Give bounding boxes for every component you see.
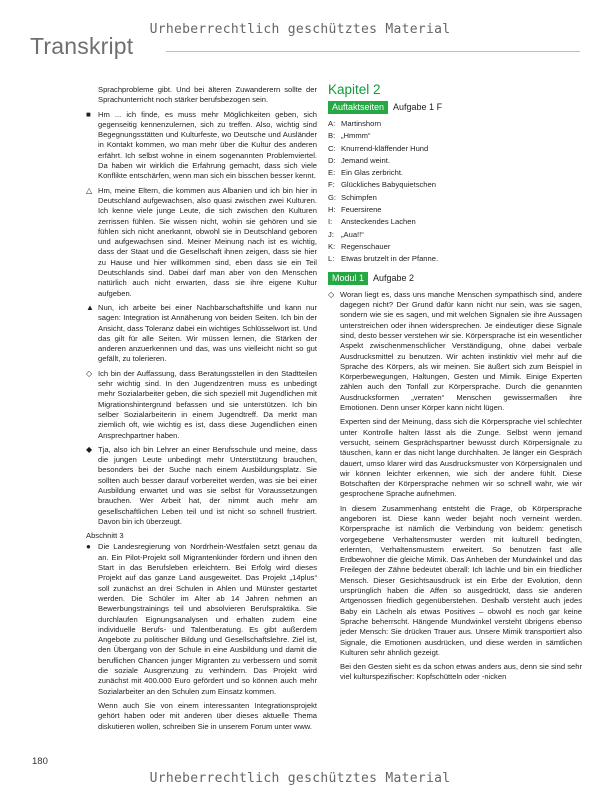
list-item xyxy=(328,254,582,264)
item-text: Glückliches Babyquietschen xyxy=(341,180,436,190)
list-item xyxy=(328,168,582,178)
page-title: Transkript xyxy=(30,33,134,59)
paragraph-text: Tja, also ich bin Lehrer an einer Berufsschule und meine, dass die jungen Leute unbedingt mehr Unterstützung brauchen, besonders bei der Suche nach einem Ausbildungsplatz. Sie sollten auch besser darauf vorbereitet werden, was sie bei einer Ausbildung erwartet und was sie selbst für Voraussetzungen brauchen. Wer Arbeit hat, der nimmt auch mehr am gesellschaftlichen Leben teil und ist nicht so schnell frustriert. Davon bin ich überzeugt. xyxy=(98,444,317,526)
item-letter: L: xyxy=(328,254,335,264)
speaker-paragraph xyxy=(86,110,317,182)
paragraph-text: Ich bin der Auffassung, dass Beratungsstellen in den Stadtteilen sehr wichtig sind. In den Jugendzentren muss es unbedingt mehr Sozialarbeiter geben, die sich speziell mit Jugendlichen mit Migrationshintergrund befassen und sie unterstützen. Ich bin selber Sozialarbeiterin in einem Jugendtreff. Da merkt man ziemlich oft, wie wichtig es ist, dass diese Jugendlichen einen Ansprechpartner haben. xyxy=(98,368,317,440)
diamond-outline-marker-icon: ◇ xyxy=(86,368,93,378)
section-label: Abschnitt 3 xyxy=(86,531,124,541)
item-text: Feuersirene xyxy=(341,205,382,215)
item-text: Regenschauer xyxy=(341,241,391,251)
list-item xyxy=(328,217,582,227)
paragraph-text: Die Landesregierung von Nordrhein-Westfalen setzt genau da an. Ein Pilot-Projekt soll Migrantenkinder fördern und ihnen den Start in das Berufsleben erleichtern. Bei Erfolg wird dieses Projekt auf das ganze Land ausgeweitet. Das Projekt „14plus“ soll zunächst an drei Schulen in Ahlen und Münster gestartet werden. Die Schüler im Alter ab 14 Jahren nehmen an Bewerbungstrainings teil und absolvieren Berufspraktika. Sie durchlaufen Eignungsanalysen und erhalten zudem eine individuelle Berufs- und Talentberatung. Es gibt außerdem Angebote zu politischer Bildung und Gesellschaftslehre. Ziel ist, den Übergang von der Schule in eine Ausbildung und damit die beruflichen Chancen junger Migranten zu verbessern und somit die soziale Ausgrenzung zu verhindern. Das Projekt wird zunächst mit 400.000 Euro gefördert und so können auch mehr Sozialarbeiter an den Schulen zum Einsatz kommen. xyxy=(98,542,317,696)
body-paragraph: In diesem Zusammenhang entsteht die Frage, ob Körpersprache angeboren ist. Diese kann weder bejaht noch verneint werden. Körpersprache ist nämlich die Verbindung von beidem: genetisch vorgegebene Verhaltensmuster werden mit kulturell bedingten, erlernten, Verhaltensmustern erweitert. So benutzen fast alle Erdbewohner die gleiche Mimik. Das Anheben der Mundwinkel und das Freilegen der Zähne bedeutet überall: Ich lächle und bin ein friedlicher Mensch. Dieser Gesichtsausdruck ist ein Erbe der Evolution, denn ursprünglich haben die Affen so ausgedrückt, dass sie anderen Artgenossen friedlich gegenüberstehen. Deshalb versteht auch jedes Baby ein Lächeln als etwas Positives – obwohl es noch gar keine Sprache beherrscht. Hängende Mundwinkel versteht übrigens ebenso jeder Mensch: Sie drücken Trauer aus. Unsere Mimik transportiert also Signale, die Emotionen ausdrücken, und diese werden in sämtlichen Kulturen sehr ähnlich gezeigt. xyxy=(340,503,582,657)
item-letter: J: xyxy=(328,229,334,239)
item-letter: C: xyxy=(328,143,336,153)
diamond-filled-marker-icon: ◆ xyxy=(86,444,93,454)
answer-list xyxy=(328,119,582,264)
task-label: Aufgabe 2 xyxy=(373,272,415,283)
header-divider xyxy=(166,51,580,52)
task-heading-row xyxy=(328,101,582,114)
speaker-paragraph xyxy=(86,369,317,441)
paragraph-text: Hm, meine Eltern, die kommen aus Albanien und ich bin hier in Deutschland aufgewachsen, also quasi zwischen zwei Kulturen. Ich kenne viele junge Leute, die sich zwischen den Kulturen zerrissen fühlen. Sie wissen nicht, wohin sie gehören und sie fühlen sich nicht anerkannt, obwohl sie in Deutschland geboren und aufgewachsen sind. Meiner Meinung nach ist es wichtig, dass der Staat und die Gesellschaft ihnen zeigen, dass sie hier zu Hause und hier willkommen sind, eben dass sie ein Teil Deutschlands sind. Dabei darf man aber von den Menschen natürlich auch nicht erwarten, dass sie ihre eigene Kultur aufgeben. xyxy=(98,185,317,298)
speaker-paragraph xyxy=(86,186,317,299)
watermark-top: Urheberrechtlich geschütztes Material xyxy=(149,22,451,37)
task-heading-row xyxy=(328,272,582,285)
item-text: Ansteckendes Lachen xyxy=(341,217,416,227)
item-letter: B: xyxy=(328,131,336,141)
list-item xyxy=(328,205,582,215)
section-tag: Auftaktseiten xyxy=(328,101,388,114)
item-text: Etwas brutzelt in der Pfanne. xyxy=(341,254,439,264)
body-paragraph: Experten sind der Meinung, dass sich die Körpersprache viel schlechter unter Kontrolle halten lässt als die Zunge. Selbst wenn jemand versucht, seinem Gesprächspartner bewusst durch Körpersignale zu täuschen, kann er das nicht lange durchhalten. Je länger ein Gespräch dauert, umso klarer wird das Ausdrucksmuster von Körpersignalen und wir können leichter erkennen, wie sich der andere fühlt. Diese Botschaften der Körpersprache nehmen wir so schnell wahr, wie wir gesprochene Sprache aufnehmen. xyxy=(340,417,582,499)
watermark-bottom: Urheberrechtlich geschütztes Material xyxy=(149,771,451,786)
item-letter: E: xyxy=(328,168,336,178)
left-column xyxy=(86,85,317,736)
list-item xyxy=(328,119,582,129)
item-text: „Aua!!“ xyxy=(341,229,364,239)
task-label: Aufgabe 1 F xyxy=(393,102,443,112)
item-text: Martinshorn xyxy=(341,119,382,128)
item-text: Schimpfen xyxy=(341,192,377,202)
diamond-outline-marker-icon: ◇ xyxy=(328,289,335,299)
item-letter: K: xyxy=(328,241,336,251)
section-tag: Modul 1 xyxy=(328,272,368,285)
list-item xyxy=(328,156,582,166)
paragraph-text: Woran liegt es, dass uns manche Menschen sympathisch sind, andere dagegen nicht? Der Grund dafür kann nicht nur sein, was sie sagen, sondern wie sie es sagen, und mit welchen Signalen sie ihre Aussagen unterstreichen oder ihnen widersprechen. Je eindeutiger diese Signale sind, desto besser verstehen wir sie. Körpersprache ist ein wesentlicher Aspekt zwischenmenschlicher Verständigung, ohne dabei verbale Ausdrucksmittel zu benutzen. Wir achten instinktiv viel mehr auf die Sprache des Körpers, als wir meinen. Sie äußert sich zum Beispiel in Körperbewegungen, Haltungen, Gesten und Mimik. Einige Experten zählen auch den Tonfall zur Körpersprache. Durch die genannten Ausdrucksformen „verraten“ Menschen gewissermaßen ihre Emotionen. Denn unser Körper kann nicht lügen. xyxy=(340,289,582,413)
list-item xyxy=(328,180,582,190)
item-text: Ein Glas zerbricht. xyxy=(341,168,404,178)
item-text: Jemand weint. xyxy=(341,155,390,165)
list-item xyxy=(328,144,582,154)
item-letter: F: xyxy=(328,180,335,190)
paragraph-text: Hm ... ich finde, es muss mehr Möglichkeiten geben, sich gegenseitig kennenzulernen, sich zu treffen. Also, wichtig sind Begegnungsstätten und Kulturfeste, wo Deutsche und Ausländer in Kontakt kommen, wo man mehr über die Kultur des anderen erfährt. Ich selbst wohne in einem sogenannten Problemviertel. Da haben wir wirklich die Erfahrung gemacht, dass sich viele Konflikte entschärfen, wenn man sich ein bisschen besser kennt. xyxy=(98,109,317,181)
speaker-paragraph xyxy=(86,542,317,696)
list-item xyxy=(328,242,582,252)
item-text: Knurrend-kläffender Hund xyxy=(341,143,429,153)
item-letter: G: xyxy=(328,192,337,202)
outro-paragraph: Wenn auch Sie von einem interessanten Integrationsprojekt gehört haben oder mit anderen über dieses aktuelle Thema diskutieren wollen, schreiben Sie in unserem Forum unter www. xyxy=(98,700,317,731)
speaker-paragraph xyxy=(328,290,582,414)
page-number: 180 xyxy=(32,756,48,767)
chapter-heading: Kapitel 2 xyxy=(328,82,381,97)
list-item xyxy=(328,230,582,240)
circle-filled-marker-icon: ● xyxy=(86,542,91,552)
body-paragraph: Bei den Gesten sieht es da schon etwas anders aus, denn sie sind sehr viel kulturspezifischer: Kopfschütteln oder -nicken xyxy=(340,662,582,682)
item-letter: I: xyxy=(328,217,333,227)
list-item xyxy=(328,131,582,141)
triangle-outline-marker-icon: △ xyxy=(86,185,93,195)
paragraph-text: Nun, ich arbeite bei einer Nachbarschaftshilfe und kann nur sagen: Integration ist Annäherung von beiden Seiten. Ich bin der Ansicht, dass Toleranz dabei ein wichtiges Schlüsselwort ist. Und das gilt für alle Seiten. Wir müssen lernen, die Stärken der anderen anzuerkennen und das, was uns vielleicht nicht so gut gefällt, zu tolerieren. xyxy=(98,302,317,364)
item-letter: A: xyxy=(328,119,336,128)
right-column xyxy=(328,82,582,687)
speaker-paragraph xyxy=(86,445,317,527)
intro-paragraph: Sprachprobleme gibt. Und bei älteren Zuwanderern sollte der Sprachunterricht noch stärker berufsbezogen sein. xyxy=(98,85,317,105)
item-letter: H: xyxy=(328,205,336,215)
item-letter: D: xyxy=(328,155,336,165)
list-item xyxy=(328,193,582,203)
square-marker-icon: ■ xyxy=(86,109,91,119)
speaker-paragraph xyxy=(86,303,317,365)
triangle-filled-marker-icon: ▲ xyxy=(86,302,94,312)
item-text: „Hmmm“ xyxy=(341,131,371,141)
